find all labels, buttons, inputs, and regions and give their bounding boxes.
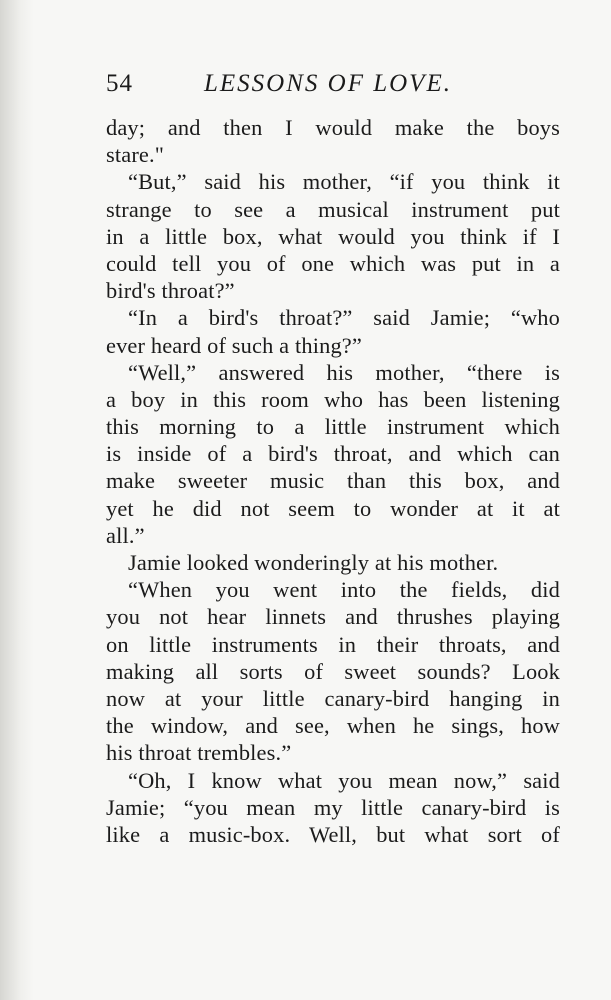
text-line: his throat trembles.” (106, 740, 292, 766)
page-left-edge-shadow (0, 0, 34, 1000)
text-line: is inside of a bird's throat, and which can (106, 441, 560, 467)
text-line: the window, and see, when he sings, how (106, 713, 560, 739)
text-line: on little instruments in their throats, and (106, 631, 560, 657)
text-line: bird's throat?” (106, 278, 235, 304)
text-line: in a little box, what would you think if I (106, 223, 560, 249)
text-line: day; and then I would make the boys (106, 115, 560, 140)
running-title: LESSONS OF LOVE. (204, 70, 452, 97)
text-line: making all sorts of sweet sounds? Look (106, 658, 560, 684)
text-line: strange to see a musical instrument put (106, 196, 560, 222)
text-line: “Oh, I know what you mean now,” said (128, 767, 560, 793)
text-line: could tell you of one which was put in a (106, 250, 560, 276)
text-line: “But,” said his mother, “if you think it (128, 169, 560, 195)
text-line: Jamie; “you mean my little canary-bird is (106, 794, 560, 820)
text-line: “When you went into the fields, did (128, 577, 560, 603)
text-line: you not hear linnets and thrushes playing (106, 604, 560, 630)
text-line: “In a bird's throat?” said Jamie; “who (128, 305, 560, 331)
text-line: now at your little canary-bird hanging in (106, 685, 560, 711)
text-line: like a music-box. Well, but what sort of (106, 821, 560, 847)
text-line: make sweeter music than this box, and (106, 468, 560, 494)
text-line: all.” (106, 522, 145, 548)
page-number: 54 (106, 70, 133, 97)
text-line: yet he did not seem to wonder at it at (106, 495, 560, 521)
text-line: stare." (106, 142, 165, 168)
page-header (106, 70, 566, 106)
text-line: this morning to a little instrument which (106, 414, 560, 440)
text-line: Jamie looked wonderingly at his mother. (128, 550, 499, 575)
text-line: ever heard of such a thing?” (106, 332, 362, 358)
text-line: a boy in this room who has been listening (106, 386, 560, 412)
text-line: “Well,” answered his mother, “there is (128, 359, 560, 385)
body-text (106, 114, 560, 848)
